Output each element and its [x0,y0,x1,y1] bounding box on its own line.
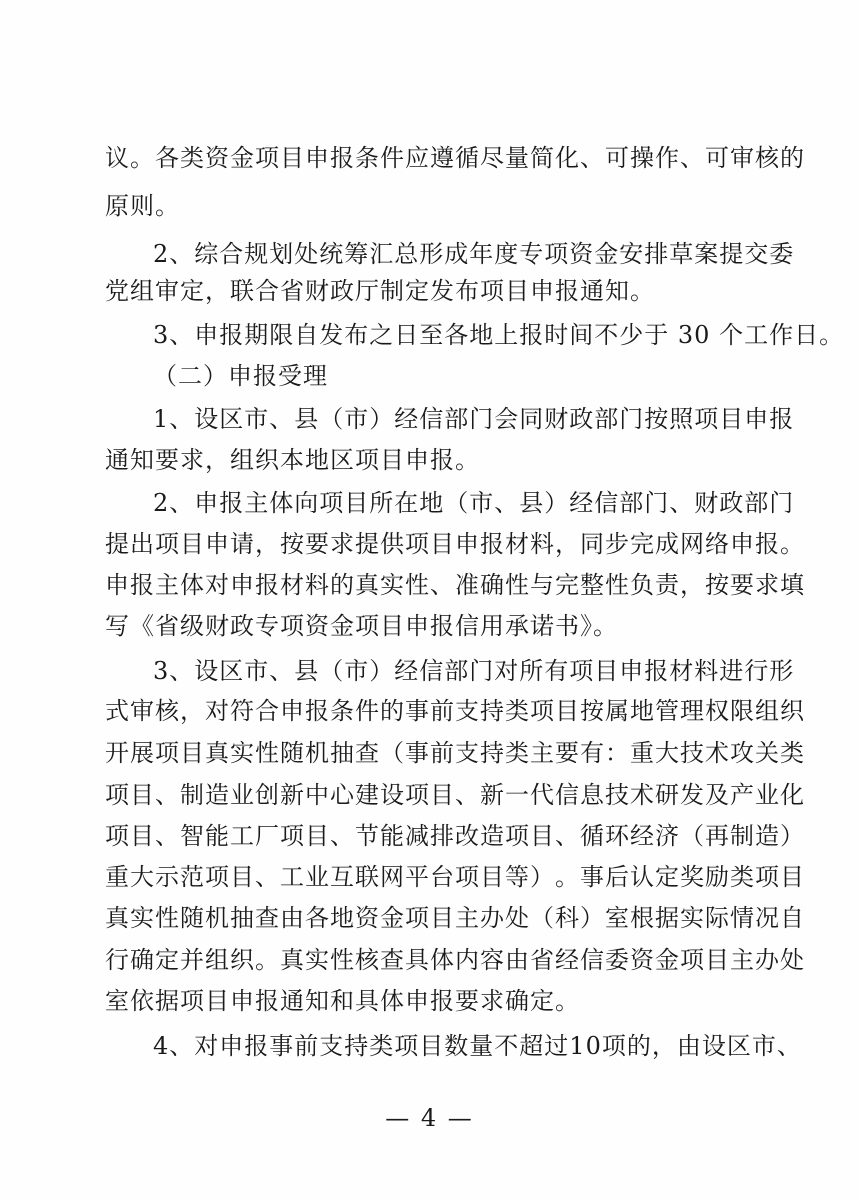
text-line: 通知要求，组织本地区项目申报。 [105,446,480,474]
text-line: 4 、 对 申 报 事 前 支 持 类 项 目 数 量 不 超 过 1 0 项 的 ， 由 设 区 市 、 [153,1032,802,1060]
section-heading: （二）申报受理 [153,362,328,390]
text-line: 3 、 设 区 市 、 县 （ 市 ） 经 信 部 门 对 所 有 项 目 申 报 材 料 进 行 形 [153,657,795,685]
text-line: 写《省级财政专项资金项目申报信用承诺书》。 [105,612,618,640]
text-line: 提出项目申请，按要求提供项目申报材料，同步完成网络申报。 [105,530,805,558]
text-line: 行 确 定 并 组 织 。 真 实 性 核 查 具 体 内 容 由 省 经 信 委 资 金 项 目 主 办 处 [105,946,805,974]
text-line: 真 实 性 随 机 抽 查 由 各 地 资 金 项 目 主 办 处 （ 科 ） 室 根 据 实 际 情 况 自 [105,904,805,932]
text-line: 室依据项目申报通知和具体申报要求确定。 [105,987,580,1015]
text-line: 议 。 各 类 资 金 项 目 申 报 条 件 应 遵 循 尽 量 简 化 、 可 操 作 、 可 审 核 的 [105,144,805,172]
text-line: 2 、 综 合 规 划 处 统 筹 汇 总 形 成 年 度 专 项 资 金 安 排 草 案 提 交 委 [153,240,795,268]
text-line: 式 审 核 ， 对 符 合 申 报 条 件 的 事 前 支 持 类 项 目 按 属 地 管 理 权 限 组 织 [105,697,805,725]
text-line: 重 大 示 范 项 目 、 工 业 互 联 网 平 台 项 目 等 ） 。 事 后 认 定 奖 励 类 项 目 [105,863,805,891]
text-line: 3、申报期限自发布之日至各地上报时间不少于 30 个工作日。 [153,321,845,349]
text-line: 开 展 项 目 真 实 性 随 机 抽 查 （ 事 前 支 持 类 主 要 有 ： 重 大 技 术 攻 关 类 [105,739,805,767]
text-line: 党组审定，联合省财政厅制定发布项目申报通知。 [105,277,655,305]
text-line: 2 、 申 报 主 体 向 项 目 所 在 地 （ 市 、 县 ） 经 信 部 门 、 财 政 部 门 [153,489,795,517]
text-line: 原则。 [105,192,180,220]
text-line: 申 报 主 体 对 申 报 材 料 的 真 实 性 、 准 确 性 与 完 整 性 负 责 ， 按 要 求 填 [105,571,805,599]
text-line: 1 、 设 区 市 、 县 （ 市 ） 经 信 部 门 会 同 财 政 部 门 按 照 项 目 申 报 [153,405,795,433]
page-number: — 4 — [385,1104,474,1132]
text-line: 项 目 、 制 造 业 创 新 中 心 建 设 项 目 、 新 一 代 信 息 技 术 研 发 及 产 业 化 [105,781,805,809]
text-line: 项 目 、 智 能 工 厂 项 目 、 节 能 减 排 改 造 项 目 、 循 环 经 济 （ 再 制 造 ） [105,822,805,850]
